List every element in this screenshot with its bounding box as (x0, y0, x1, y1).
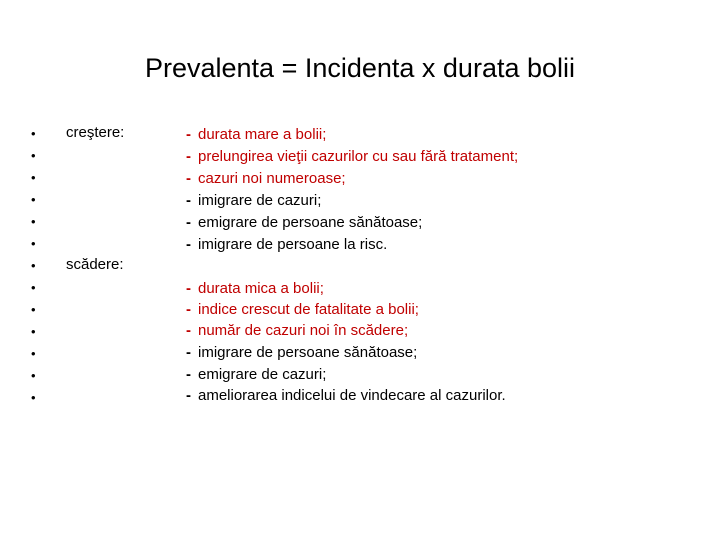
bullet-point: • (31, 258, 36, 273)
dash-marker: - (186, 170, 191, 187)
item-text: indice crescut de fatalitate a bolii; (198, 301, 419, 318)
item-text: imigrare de persoane la risc. (198, 236, 388, 253)
item-text: imigrare de cazuri; (198, 192, 322, 209)
bullet-point: • (31, 192, 36, 207)
decrease-item (186, 321, 408, 341)
increase-item (186, 191, 321, 211)
item-text: durata mare a bolii; (198, 126, 327, 143)
decrease-item (186, 279, 324, 299)
bullet-point: • (31, 302, 36, 317)
decrease-item (186, 343, 417, 363)
item-text: ameliorarea indicelui de vindecare al cazurilor. (198, 387, 506, 404)
dash-marker: - (186, 301, 191, 318)
bullet-point: • (31, 390, 36, 405)
item-text: imigrare de persoane sănătoase; (198, 344, 418, 361)
dash-marker: - (186, 236, 191, 253)
item-text: emigrare de persoane sănătoase; (198, 214, 423, 231)
decrease-item (186, 300, 419, 320)
increase-item (186, 235, 387, 255)
item-text: număr de cazuri noi în scădere; (198, 322, 409, 339)
decrease-item (186, 365, 326, 385)
decrease-item (186, 386, 506, 406)
increase-item (186, 147, 518, 167)
bullet-point: • (31, 148, 36, 163)
increase-item (186, 213, 422, 233)
item-text: emigrare de cazuri; (198, 366, 327, 383)
decrease-label: scădere: (66, 256, 124, 273)
bullet-point: • (31, 236, 36, 251)
dash-marker: - (186, 387, 191, 404)
dash-marker: - (186, 148, 191, 165)
dash-marker: - (186, 280, 191, 297)
increase-item (186, 125, 326, 145)
item-text: prelungirea vieţii cazurilor cu sau fără tratament; (198, 148, 519, 165)
dash-marker: - (186, 192, 191, 209)
item-text: cazuri noi numeroase; (198, 170, 346, 187)
bullet-point: • (31, 324, 36, 339)
bullet-point: • (31, 170, 36, 185)
dash-marker: - (186, 214, 191, 231)
dash-marker: - (186, 126, 191, 143)
item-text: durata mica a bolii; (198, 280, 324, 297)
dash-marker: - (186, 366, 191, 383)
bullet-point: • (31, 368, 36, 383)
bullet-point: • (31, 214, 36, 229)
dash-marker: - (186, 344, 191, 361)
dash-marker: - (186, 322, 191, 339)
bullet-point: • (31, 346, 36, 361)
bullet-point: • (31, 126, 36, 141)
increase-item (186, 169, 346, 189)
slide-title: Prevalenta = Incidenta x durata bolii (144, 53, 576, 83)
increase-label: creştere: (66, 124, 125, 141)
bullet-point: • (31, 280, 36, 295)
